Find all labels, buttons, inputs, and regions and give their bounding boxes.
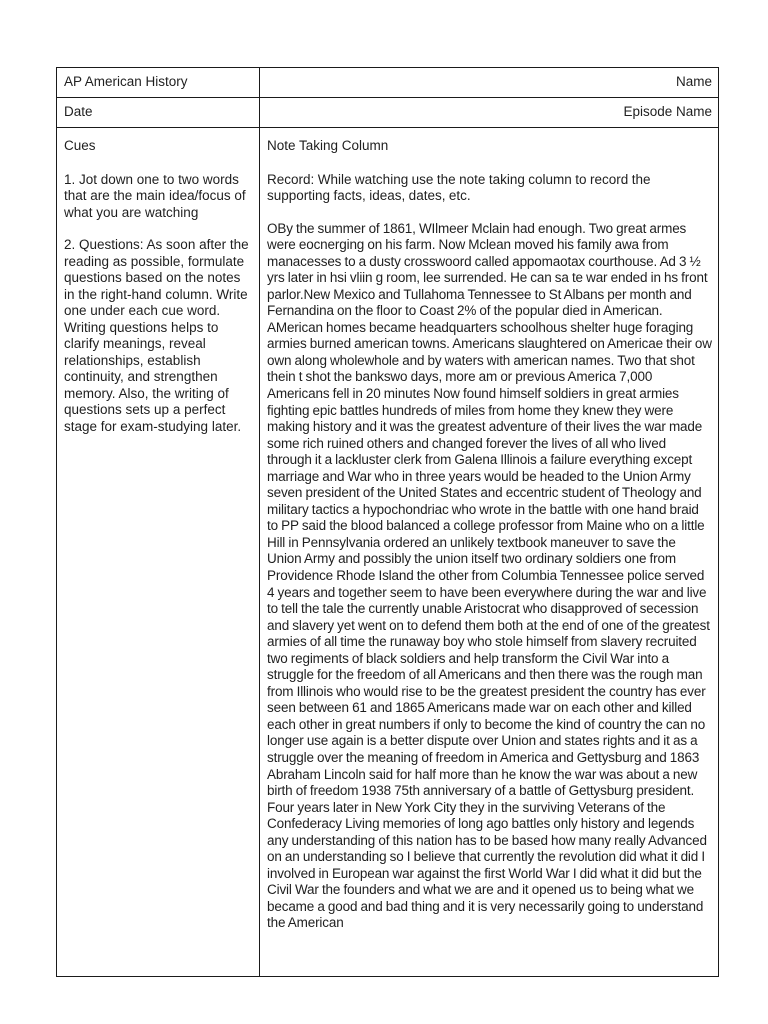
date-cell[interactable]	[57, 98, 260, 128]
notes-heading: Note Taking Column	[267, 138, 389, 153]
notes-body-text: OBy the summer of 1861, WIlmeer Mclain had enough. Two great armes were eocnerging on his farm. Now Mclean moved his family awa from manacesses to a dusty crosswoord called appomaotax courthouse. Ad 3 ½ yrs later in hsi vliin g room, lee surrended. He can sa te war ended in hs front parlor.New Mexico and Tullahoma Tennessee to St Albans per month and Fernandina on the floor to Coast 2% of the popular died in American. AMerican homes became headquarters schoolhous shelter huge foraging armies burned american towns. Americans slaughtered on Americae their ow own along wholewhole and by waters with american names. Two that shot thein t shot the bankswo days, more am or previous America 7,000 Americans fell in 20 minutes Now found himself soldiers in great armies fighting epic battles hundreds of miles from home they knew they were making history and it was the greatest adventure of their lives the war made some rich ruined others and changed forever the lives of all who lived through it a lackluster clerk from Galena Illinois a failure everything except marriage and War who in three years would be headed to the Union Army seven president of the United States and eccentric student of Theology and military tactics a hypochondriac who wrote in the battle with one hand braid to PP said the blood balanced a college professor from Maine who on a little Hill in Pennsylvania ordered an unlikely textbook maneuver to save the Union Army and possibly the union itself two ordinary soldiers one from Providence Rhode Island the other from Columbia Tennessee police served 4 years and together seem to have been everywhere during the war and live to tell the tale the currently unable Aristocrat who disapproved of secession and slavery yet went on to defend them both at the end of one of the greatest armies of all time the runaway boy who stole himself from slavery recruited two regiments of black soldiers and help transform the Civil War into a struggle for the freedom of all Americans and then there was the rough man from Illinois who would rise to be the greatest president the country has ever seen between 61 and 1865 Americans made war on each other and killed each other in great numbers if only to become the kind of country the can no longer use again is a better dispute over Union and states rights and it as a struggle over the meaning of freedom in America and Gettysburg and 1863 Abraham Lincoln said for half more than he know the war was about a new birth of freedom 1938 75th anniversary of a battle of Gettysburg president. Four years later in New York City they in the surviving Veterans of the Confederacy Living memories of long ago battles only history and legends any understanding of this nation has to be based how many really Advanced on an understanding so I believe that currently the revolution did what it did I involved in European war against the first World War I did what it did but the Civil War the founders and what we are and it opened us to being what we became a good and bad thing and it is very necessarily going to understand the American	[267, 220, 712, 931]
header-row-course	[57, 68, 719, 98]
note-taking-column[interactable]	[260, 128, 719, 977]
cornell-notes-table	[56, 67, 719, 977]
cues-instruction-2: 2. Questions: As soon after the reading as possible, formulate questions based on the notes in the right-hand column. Write one under each cue word. Writing questions helps to clarify meanings, reveal relationships, establish continuity, and strengthen memory. Also, the writing of questions sets up a perfect stage for exam-studying later.	[64, 237, 249, 434]
content-row	[57, 128, 719, 977]
name-cell[interactable]	[260, 68, 719, 98]
cues-instruction-1: 1. Jot down one to two words that are the main idea/focus of what you are watching	[64, 171, 246, 220]
episode-name-label: Episode Name	[623, 104, 712, 119]
course-title: AP American History	[64, 74, 188, 89]
episode-name-cell[interactable]	[260, 98, 719, 128]
cues-heading: Cues	[64, 138, 96, 153]
date-label: Date	[64, 104, 93, 119]
header-row-date	[57, 98, 719, 128]
course-cell	[57, 68, 260, 98]
name-label: Name	[675, 74, 712, 89]
cues-column[interactable]	[57, 128, 260, 977]
notes-instruction: Record: While watching use the note taking column to record the supporting facts, ideas, dates, etc.	[267, 171, 651, 203]
